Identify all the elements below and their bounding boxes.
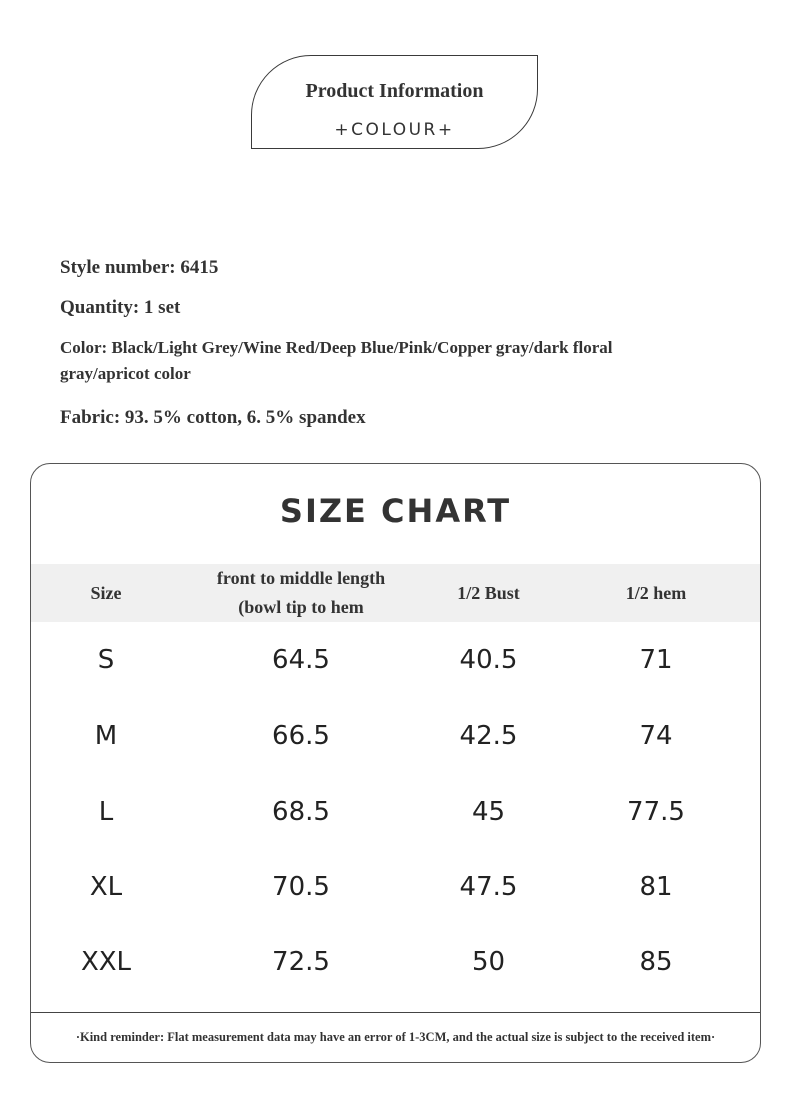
size-chart-card — [30, 463, 761, 1063]
cell-bust: 47.5 — [459, 872, 518, 902]
badge-title: Product Information — [305, 80, 484, 102]
cell-hem: 81 — [639, 872, 673, 902]
cell-size: L — [98, 797, 114, 827]
cell-bust: 50 — [471, 947, 506, 977]
cell-hem: 77.5 — [627, 797, 685, 827]
cell-length: 72.5 — [272, 947, 330, 977]
cell-length: 68.5 — [272, 797, 330, 827]
table-row — [31, 698, 760, 774]
cell-bust: 40.5 — [459, 645, 518, 675]
cell-size: XXL — [80, 947, 132, 977]
cell-length: 64.5 — [272, 645, 330, 675]
cell-hem: 74 — [639, 721, 673, 751]
color-line-1: Color: Black/Light Grey/Wine Red/Deep Blue/Pink/Copper gray/dark floral — [60, 338, 613, 357]
header-bust: 1/2 Bust — [457, 582, 520, 603]
cell-bust: 45 — [471, 797, 506, 827]
header-length — [191, 564, 411, 622]
style-number: Style number: 6415 — [60, 257, 219, 278]
header-length-line-2: (bowl tip to hem — [238, 597, 364, 617]
header-length-line-1: front to middle length — [216, 568, 386, 588]
table-header — [31, 564, 760, 622]
cell-length: 70.5 — [272, 872, 330, 902]
header-size: Size — [90, 582, 122, 603]
product-information-badge — [251, 55, 538, 149]
cell-hem: 85 — [639, 947, 673, 977]
header-hem: 1/2 hem — [625, 582, 687, 603]
color-line-2: gray/apricot color — [60, 364, 191, 383]
size-chart-title: SIZE CHART — [279, 492, 512, 530]
color-info — [60, 335, 700, 387]
cell-size: M — [94, 721, 118, 751]
cell-size: S — [97, 645, 115, 675]
quantity: Quantity: 1 set — [60, 297, 181, 318]
cell-bust: 42.5 — [459, 721, 518, 751]
table-row — [31, 774, 760, 850]
divider — [31, 1012, 760, 1013]
table-row — [31, 622, 760, 698]
cell-hem: 71 — [639, 645, 673, 675]
table-row — [31, 849, 760, 925]
fabric: Fabric: 93. 5% cotton, 6. 5% spandex — [60, 407, 366, 428]
cell-size: XL — [89, 872, 123, 902]
badge-subtitle: +COLOUR+ — [334, 120, 455, 140]
kind-reminder: ·Kind reminder: Flat measurement data may have an error of 1-3CM, and the actual size is subject to the received item· — [75, 1030, 716, 1044]
cell-length: 66.5 — [272, 721, 330, 751]
table-row — [31, 924, 760, 1000]
